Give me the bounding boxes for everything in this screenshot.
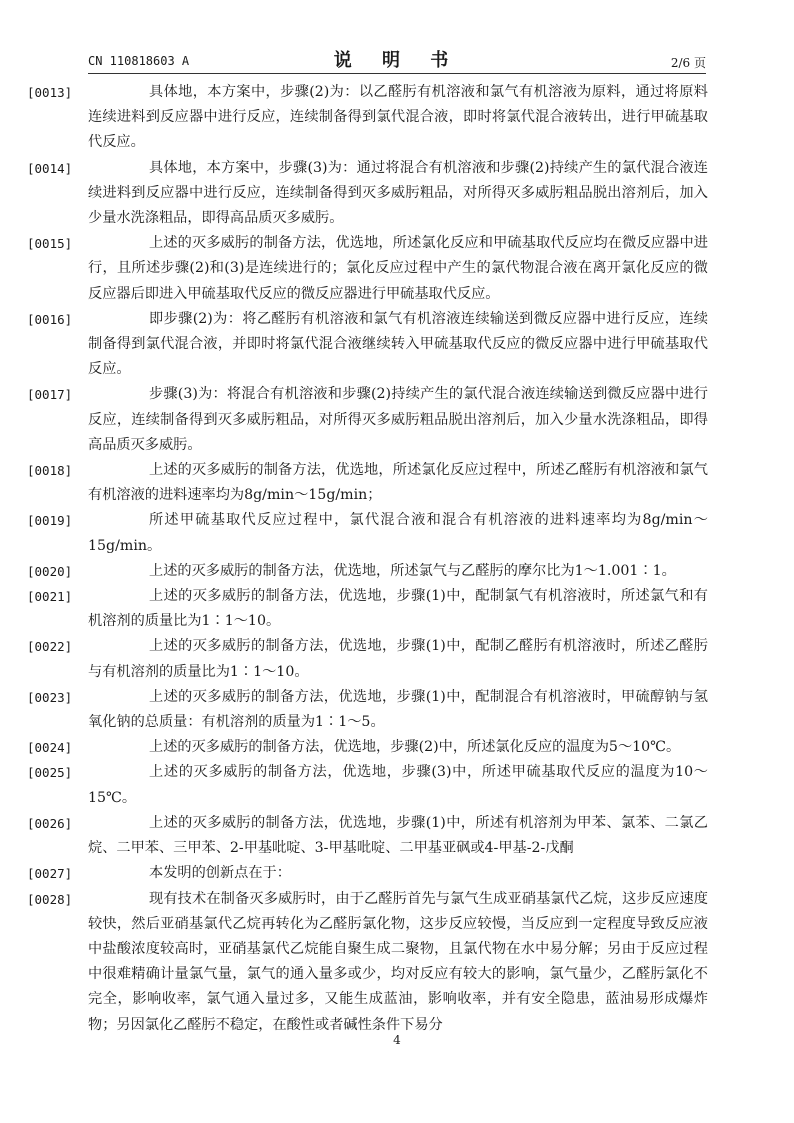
- paragraph-number: [0025]: [27, 765, 73, 781]
- paragraph-text: 上述的灭多威肟的制备方法，优选地，步骤(2)中，所述氯化反应的温度为5～10℃。: [149, 739, 681, 756]
- page-header: [88, 46, 706, 72]
- paragraph: [27, 887, 708, 1038]
- document-title: 说 明 书: [333, 50, 461, 71]
- paragraph-number: [0014]: [27, 160, 73, 176]
- paragraph: [27, 231, 708, 307]
- paragraph-text: 上述的灭多威肟的制备方法，优选地，所述氯化反应和甲硫基取代反应均在微反应器中进行，且所述步骤(2)和(3)是连续进行的；氯化反应过程中产生的氯代物混合液在离开氯化反应的微反应器后即进入甲硫基取代反应的微反应器进行甲硫基取代反应。: [88, 235, 708, 302]
- paragraph-number: [0013]: [27, 85, 73, 100]
- paragraph: [27, 80, 708, 156]
- paragraph-number: [0022]: [27, 639, 73, 655]
- paragraph-text: 所述甲硫基取代反应过程中，氯代混合液和混合有机溶液的进料速率均为8g/min～15g/min。: [88, 512, 708, 554]
- paragraph-number: [0027]: [27, 866, 73, 882]
- paragraph: [27, 508, 708, 558]
- publication-number: CN 110818603 A: [88, 54, 190, 68]
- document-body: [27, 80, 708, 1038]
- paragraph: [27, 735, 708, 760]
- paragraph-text: 现有技术在制备灭多威肟时，由于乙醛肟首先与氯气生成亚硝基氯代乙烷，这步反应速度较快，然后亚硝基氯代乙烷再转化为乙醛肟氯化物，这步反应较慢，当反应到一定程度导致反应液中盐酸浓度较高时，亚硝基氯代乙烷能自聚生成二聚物，且氯代物在水中易分解；另由于反应过程中很难精确计量氯气量，氯气的通入量多或少，均对反应有较大的影响，氯气量少，乙醛肟氯化不完全，影响收率，氯气通入量过多，又能生成蓝油，影响收率，并有安全隐患，蓝油易形成爆炸物；另因氯化乙醛肟不稳定，在酸性或者碱性条件下易分: [88, 890, 708, 1033]
- paragraph-text: 上述的灭多威肟的制备方法，优选地，所述氯化反应过程中，所述乙醛肟有机溶液和氯气有机溶液的进料速率均为8g/min～15g/min；: [88, 462, 708, 504]
- paragraph-text: 本发明的创新点在于：: [149, 865, 291, 882]
- paragraph-number: [0019]: [27, 513, 73, 529]
- paragraph: [27, 634, 708, 684]
- paragraph: [27, 861, 708, 886]
- paragraph-number: [0024]: [27, 740, 73, 756]
- paragraph: [27, 156, 708, 232]
- paragraph-number: [0023]: [27, 689, 73, 705]
- paragraph-text: 上述的灭多威肟的制备方法，优选地，所述氯气与乙醛肟的摩尔比为1～1.001∶1。: [149, 562, 676, 579]
- paragraph-text: 即步骤(2)为：将乙醛肟有机溶液和氯气有机溶液连续输送到微反应器中进行反应，连续制备得到氯代混合液，并即时将氯代混合液继续转入甲硫基取代反应的微反应器中进行甲硫基取代反应。: [88, 310, 708, 378]
- paragraph-text: 上述的灭多威肟的制备方法，优选地，步骤(1)中，配制氯气有机溶液时，所述氯气和有机溶剂的质量比为1∶1～10。: [88, 588, 708, 630]
- paragraph-text: 上述的灭多威肟的制备方法，优选地，步骤(1)中，配制乙醛肟有机溶液时，所述乙醛肟与有机溶剂的质量比为1∶1～10。: [88, 638, 708, 680]
- paragraph: [27, 559, 708, 584]
- paragraph: [27, 584, 708, 634]
- paragraph-number: [0018]: [27, 463, 73, 479]
- paragraph: [27, 382, 708, 458]
- paragraph-text: 上述的灭多威肟的制备方法，优选地，步骤(3)中，所述甲硫基取代反应的温度为10～15℃。: [88, 764, 708, 806]
- paragraph-text: 上述的灭多威肟的制备方法，优选地，步骤(1)中，配制混合有机溶液时，甲硫醇钠与氢氧化钠的总质量：有机溶剂的质量为1∶1～5。: [88, 688, 708, 731]
- paragraph-number: [0028]: [27, 891, 73, 907]
- paragraph: [27, 458, 708, 508]
- paragraph-text: 具体地，本方案中，步骤(2)为：以乙醛肟有机溶液和氯气有机溶液为原料，通过将原料连续进料到反应器中进行反应，连续制备得到氯代混合液，即时将氯代混合液转出，进行甲硫基取代反应。: [88, 84, 708, 151]
- paragraph-number: [0026]: [27, 815, 73, 831]
- page-number: 4: [393, 1033, 401, 1047]
- paragraph-number: [0015]: [27, 236, 73, 252]
- paragraph-number: [0016]: [27, 311, 73, 327]
- paragraph-text: 上述的灭多威肟的制备方法，优选地，步骤(1)中，所述有机溶剂为甲苯、氯苯、二氯乙烷、二甲苯、三甲苯、2-甲基吡啶、3-甲基吡啶、二甲基亚砜或4-甲基-2-戊酮: [88, 814, 708, 857]
- paragraph: [27, 685, 708, 735]
- paragraph-text: 具体地，本方案中，步骤(3)为：通过将混合有机溶液和步骤(2)持续产生的氯代混合液连续进料到反应器中进行反应，连续制备得到灭多威肟粗品，对所得灭多威肟粗品脱出溶剂后，加入少量水洗涤粗品，即得高品质灭多威肟。: [88, 159, 708, 227]
- paragraph-text: 步骤(3)为：将混合有机溶液和步骤(2)持续产生的氯代混合液连续输送到微反应器中进行反应，连续制备得到灭多威肟粗品，对所得灭多威肟粗品脱出溶剂后，加入少量水洗涤粗品，即得高品质灭多威肟。: [88, 386, 708, 453]
- paragraph-number: [0020]: [27, 563, 73, 579]
- header-rule: [88, 73, 706, 74]
- page-indicator: 2/6 页: [670, 56, 706, 70]
- paragraph: [27, 307, 708, 383]
- paragraph: [27, 760, 708, 810]
- paragraph-number: [0021]: [27, 589, 73, 605]
- paragraph-number: [0017]: [27, 387, 73, 403]
- paragraph: [27, 811, 708, 861]
